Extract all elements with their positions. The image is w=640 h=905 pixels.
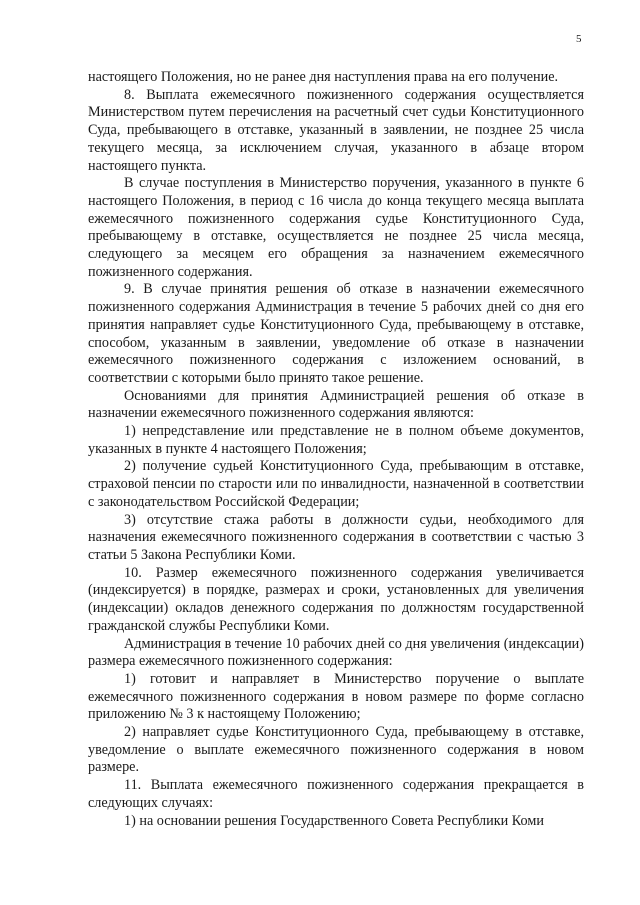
paragraph-ground-3: 3) отсутствие стажа работы в должности судьи, необходимого для назначения ежемесячного пожизненного содержания в соответствии с частью 3 статьи 5 Закона Республики Коми. [88,511,584,563]
paragraph-termination-1: 1) на основании решения Государственного Совета Республики Коми [124,812,544,829]
paragraph-item-8: 8. Выплата ежемесячного пожизненного содержания осуществляется Министерством путем перечисления на расчетный счет судьи Конституционного Суда, пребывающего в отставке, указанный в заявлении, не позднее 25 числа текущего месяца, за исключением случая, указанного в абзаце втором настоящего пункта. [88,86,584,174]
paragraph-admin-step-1: 1) готовит и направляет в Министерство поручение о выплате ежемесячного пожизненного содержания в новом размере по форме согласно приложению № 3 к настоящему Положению; [88,670,584,723]
paragraph-item-8-case: В случае поступления в Министерство поручения, указанного в пункте 6 настоящего Положения, в период с 16 числа до конца текущего месяца выплата ежемесячного пожизненного содержания судье Конституционного Суда, пребывающему в отставке, осуществляется не позднее 25 числа месяца, следующего за месяцем его обращения за назначением ежемесячного пожизненного содержания. [88,175,584,280]
paragraph-refusal-grounds: Основаниями для принятия Администрацией решения об отказе в назначении ежемесячного пожизненного содержания являются: [88,387,584,422]
paragraph-continuation: настоящего Положения, но не ранее дня наступления права на его получение. [88,69,559,85]
paragraph-administration: Администрация в течение 10 рабочих дней со дня увеличения (индексации) размера ежемесячного пожизненного содержания: [88,635,584,670]
paragraph-ground-2: 2) получение судьей Конституционного Суда, пребывающим в отставке, страховой пенсии по старости или по инвалидности, назначенной в соответствии с законодательством Российской Федерации; [88,458,584,510]
paragraph-item-11: 11. Выплата ежемесячного пожизненного содержания прекращается в следующих случаях: [88,777,584,811]
paragraph-ground-1: 1) непредставление или представление не в полном объеме документов, указанных в пункте 4 настоящего Положения; [88,423,584,457]
paragraph-item-10: 10. Размер ежемесячного пожизненного содержания увеличивается (индексируется) в порядке, размерах и сроки, установленных для увеличения (индексации) окладов денежного содержания по должностям государственной гражданской службы Республики Коми. [88,564,584,634]
document-body [88,69,584,830]
paragraph-admin-step-2: 2) направляет судье Конституционного Суда, пребывающему в отставке, уведомление о выплате ежемесячного пожизненного содержания в новом размере. [88,724,584,776]
page-number: 5 [576,33,582,45]
paragraph-item-9: 9. В случае принятия решения об отказе в назначении ежемесячного пожизненного содержания Администрация в течение 5 рабочих дней со дня его принятия направляет судье Конституционного Суда, пребывающему в отставке, способом, указанным в заявлении, уведомление об отказе в назначении ежемесячного пожизненного содержания с изложением оснований, в соответствии с которыми было принято такое решение. [88,281,584,386]
